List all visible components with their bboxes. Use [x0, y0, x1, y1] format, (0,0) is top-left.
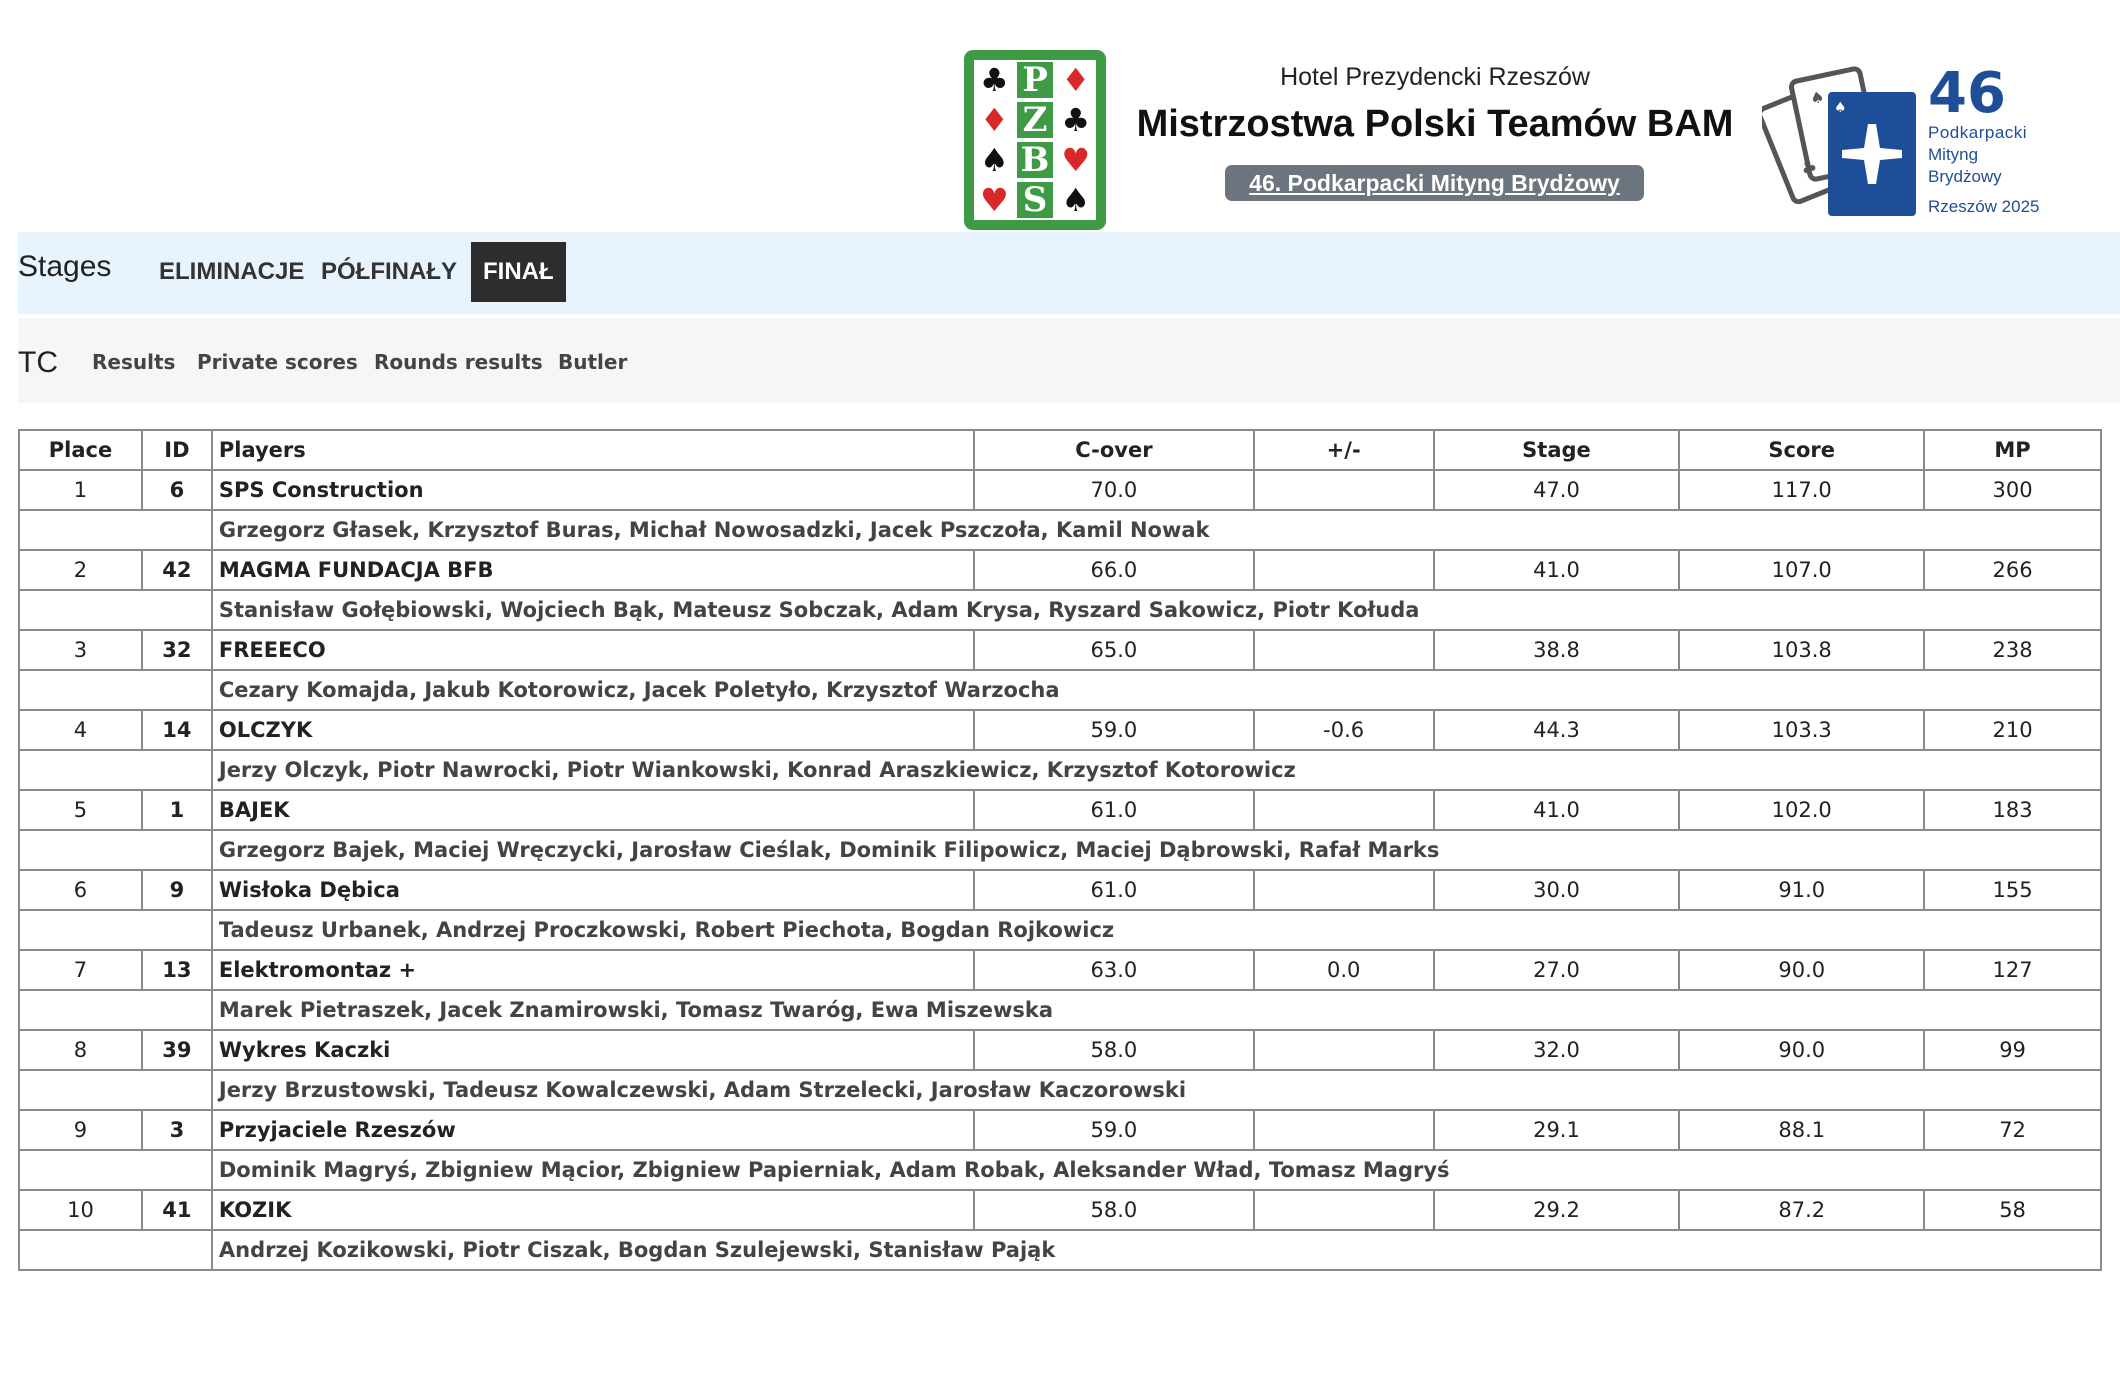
blank-cell	[19, 1150, 212, 1190]
players-list: Marek Pietraszek, Jacek Znamirowski, Tomasz Twaróg, Ewa Miszewska	[212, 990, 2101, 1030]
team-name-link[interactable]: BAJEK	[212, 790, 974, 830]
id-cell: 42	[142, 550, 212, 590]
place-cell: 2	[19, 550, 142, 590]
meet-logo-line1: Podkarpacki	[1928, 123, 2028, 142]
stage-cell: 38.8	[1434, 630, 1680, 670]
player-list-row	[19, 510, 2101, 550]
score-cell: 91.0	[1679, 870, 1924, 910]
score-cell: 103.8	[1679, 630, 1924, 670]
pzbs-letter-p: P	[1017, 62, 1054, 98]
id-cell: 41	[142, 1190, 212, 1230]
score-cell: 103.3	[1679, 710, 1924, 750]
playing-cards-icon	[1762, 68, 1916, 216]
team-name-link[interactable]: MAGMA FUNDACJA BFB	[212, 550, 974, 590]
tab-polfinaly[interactable]: PÓŁFINAŁY	[321, 258, 457, 285]
link-rounds-results[interactable]: Rounds results	[374, 350, 543, 374]
tab-eliminacje[interactable]: ELIMINACJE	[159, 258, 305, 285]
blank-cell	[19, 670, 212, 710]
c-over-cell: 70.0	[974, 470, 1254, 510]
id-cell: 3	[142, 1110, 212, 1150]
heart-icon: ♥	[1057, 142, 1094, 178]
tc-bar	[18, 318, 2120, 403]
player-list-row	[19, 750, 2101, 790]
link-results[interactable]: Results	[92, 350, 176, 374]
table-row	[19, 1030, 2101, 1070]
stage-cell: 27.0	[1434, 950, 1680, 990]
table-row	[19, 950, 2101, 990]
place-cell: 7	[19, 950, 142, 990]
score-cell: 102.0	[1679, 790, 1924, 830]
players-list: Tadeusz Urbanek, Andrzej Proczkowski, Robert Piechota, Bogdan Rojkowicz	[212, 910, 2101, 950]
meet-logo-line2: Mityng	[1928, 145, 1979, 164]
table-row	[19, 550, 2101, 590]
score-cell: 90.0	[1679, 1030, 1924, 1070]
c-over-cell: 58.0	[974, 1030, 1254, 1070]
header-score[interactable]: Score	[1679, 430, 1924, 470]
table-row	[19, 870, 2101, 910]
blank-cell	[19, 830, 212, 870]
players-list: Andrzej Kozikowski, Piotr Ciszak, Bogdan Szulejewski, Stanisław Pająk	[212, 1230, 2101, 1270]
team-name-link[interactable]: OLCZYK	[212, 710, 974, 750]
table-row	[19, 470, 2101, 510]
adjustment-cell	[1254, 870, 1434, 910]
team-name-link[interactable]: KOZIK	[212, 1190, 974, 1230]
header-c-over[interactable]: C-over	[974, 430, 1254, 470]
adjustment-cell: 0.0	[1254, 950, 1434, 990]
spade-icon: ♠	[976, 142, 1013, 178]
c-over-cell: 61.0	[974, 870, 1254, 910]
stage-cell: 29.2	[1434, 1190, 1680, 1230]
id-cell: 9	[142, 870, 212, 910]
player-list-row	[19, 670, 2101, 710]
score-cell: 90.0	[1679, 950, 1924, 990]
pzbs-letter-z: Z	[1017, 102, 1054, 138]
stage-cell: 29.1	[1434, 1110, 1680, 1150]
table-row	[19, 630, 2101, 670]
results-body	[19, 470, 2101, 1270]
svg-text:♠: ♠	[1808, 86, 1827, 109]
place-cell: 6	[19, 870, 142, 910]
svg-text:♠: ♠	[1834, 100, 1847, 116]
header-id[interactable]: ID	[142, 430, 212, 470]
score-cell: 107.0	[1679, 550, 1924, 590]
adjustment-cell	[1254, 470, 1434, 510]
c-over-cell: 63.0	[974, 950, 1254, 990]
pzbs-logo[interactable]	[964, 50, 1106, 230]
link-private-scores[interactable]: Private scores	[197, 350, 358, 374]
mp-cell: 127	[1924, 950, 2101, 990]
mp-cell: 99	[1924, 1030, 2101, 1070]
stage-cell: 41.0	[1434, 790, 1680, 830]
table-header-row	[19, 430, 2101, 470]
place-cell: 4	[19, 710, 142, 750]
blank-cell	[19, 910, 212, 950]
score-cell: 88.1	[1679, 1110, 1924, 1150]
header-place[interactable]: Place	[19, 430, 142, 470]
event-link-button[interactable]: 46. Podkarpacki Mityng Brydżowy	[1225, 165, 1644, 201]
adjustment-cell	[1254, 1110, 1434, 1150]
place-cell: 10	[19, 1190, 142, 1230]
id-cell: 14	[142, 710, 212, 750]
blank-cell	[19, 590, 212, 630]
adjustment-cell	[1254, 550, 1434, 590]
c-over-cell: 66.0	[974, 550, 1254, 590]
team-name-link[interactable]: Przyjaciele Rzeszów	[212, 1110, 974, 1150]
stage-cell: 41.0	[1434, 550, 1680, 590]
meet-logo-number: 46	[1928, 61, 2006, 126]
diamond-icon: ♦	[1057, 62, 1094, 98]
pzbs-letter-b: B	[1017, 142, 1054, 178]
place-cell: 8	[19, 1030, 142, 1070]
stage-cell: 44.3	[1434, 710, 1680, 750]
blank-cell	[19, 510, 212, 550]
club-icon: ♣	[1057, 102, 1094, 138]
table-row	[19, 790, 2101, 830]
id-cell: 13	[142, 950, 212, 990]
mp-cell: 58	[1924, 1190, 2101, 1230]
players-list: Cezary Komajda, Jakub Kotorowicz, Jacek Poletyło, Krzysztof Warzocha	[212, 670, 2101, 710]
c-over-cell: 61.0	[974, 790, 1254, 830]
table-row	[19, 710, 2101, 750]
players-list: Stanisław Gołębiowski, Wojciech Bąk, Mateusz Sobczak, Adam Krysa, Ryszard Sakowicz, Piotr Kołuda	[212, 590, 2101, 630]
page-header	[0, 0, 2120, 232]
stage-cell: 30.0	[1434, 870, 1680, 910]
tab-final[interactable]: FINAŁ	[471, 242, 566, 302]
stages-label: Stages	[18, 250, 112, 283]
diamond-icon: ♦	[976, 102, 1013, 138]
stages-bar	[18, 232, 2120, 314]
mp-cell: 155	[1924, 870, 2101, 910]
meet-logo[interactable]	[1762, 60, 2042, 222]
pzbs-logo-grid	[974, 60, 1096, 220]
mp-cell: 238	[1924, 630, 2101, 670]
adjustment-cell	[1254, 630, 1434, 670]
blank-cell	[19, 990, 212, 1030]
adjustment-cell	[1254, 790, 1434, 830]
header-adjustment[interactable]: +/-	[1254, 430, 1434, 470]
adjustment-cell	[1254, 1030, 1434, 1070]
id-cell: 32	[142, 630, 212, 670]
player-list-row	[19, 910, 2101, 950]
player-list-row	[19, 1070, 2101, 1110]
header-stage[interactable]: Stage	[1434, 430, 1680, 470]
c-over-cell: 59.0	[974, 1110, 1254, 1150]
place-cell: 1	[19, 470, 142, 510]
stage-cell: 47.0	[1434, 470, 1680, 510]
header-mp[interactable]: MP	[1924, 430, 2101, 470]
table-row	[19, 1110, 2101, 1150]
id-cell: 1	[142, 790, 212, 830]
blank-cell	[19, 750, 212, 790]
adjustment-cell: -0.6	[1254, 710, 1434, 750]
table-row	[19, 1190, 2101, 1230]
pzbs-letter-s: S	[1017, 182, 1054, 218]
players-list: Jerzy Brzustowski, Tadeusz Kowalczewski, Adam Strzelecki, Jarosław Kaczorowski	[212, 1070, 2101, 1110]
tc-label: TC	[18, 346, 58, 379]
mp-cell: 266	[1924, 550, 2101, 590]
team-name-link[interactable]: Wisłoka Dębica	[212, 870, 974, 910]
meet-logo-line4: Rzeszów 2025	[1928, 197, 2040, 216]
mp-cell: 183	[1924, 790, 2101, 830]
club-icon: ♣	[976, 62, 1013, 98]
players-list: Dominik Magryś, Zbigniew Mącior, Zbigniew Papierniak, Adam Robak, Aleksander Wład, Tomasz Magryś	[212, 1150, 2101, 1190]
place-cell: 3	[19, 630, 142, 670]
c-over-cell: 65.0	[974, 630, 1254, 670]
id-cell: 6	[142, 470, 212, 510]
team-name-link[interactable]: Wykres Kaczki	[212, 1030, 974, 1070]
stage-cell: 32.0	[1434, 1030, 1680, 1070]
adjustment-cell	[1254, 1190, 1434, 1230]
mp-cell: 72	[1924, 1110, 2101, 1150]
heart-icon: ♥	[976, 182, 1013, 218]
team-name-link[interactable]: Elektromontaz +	[212, 950, 974, 990]
spade-icon: ♠	[1057, 182, 1094, 218]
player-list-row	[19, 590, 2101, 630]
players-list: Grzegorz Głasek, Krzysztof Buras, Michał Nowosadzki, Jacek Pszczoła, Kamil Nowak	[212, 510, 2101, 550]
blank-cell	[19, 1070, 212, 1110]
meet-logo-line3: Brydżowy	[1928, 167, 2002, 186]
c-over-cell: 59.0	[974, 710, 1254, 750]
score-cell: 117.0	[1679, 470, 1924, 510]
header-players[interactable]: Players	[212, 430, 974, 470]
player-list-row	[19, 830, 2101, 870]
id-cell: 39	[142, 1030, 212, 1070]
player-list-row	[19, 990, 2101, 1030]
page-title: Mistrzostwa Polski Teamów BAM	[1136, 103, 1734, 145]
place-cell: 5	[19, 790, 142, 830]
players-list: Grzegorz Bajek, Maciej Wręczycki, Jarosław Cieślak, Dominik Filipowicz, Maciej Dąbrowski, Rafał Marks	[212, 830, 2101, 870]
results-table	[18, 429, 2102, 1271]
player-list-row	[19, 1230, 2101, 1270]
venue-name: Hotel Prezydencki Rzeszów	[1280, 63, 1590, 91]
player-list-row	[19, 1150, 2101, 1190]
players-list: Jerzy Olczyk, Piotr Nawrocki, Piotr Wiankowski, Konrad Araszkiewicz, Krzysztof Kotorowicz	[212, 750, 2101, 790]
team-name-link[interactable]: FREEECO	[212, 630, 974, 670]
mp-cell: 210	[1924, 710, 2101, 750]
mp-cell: 300	[1924, 470, 2101, 510]
place-cell: 9	[19, 1110, 142, 1150]
svg-text:♣: ♣	[1797, 155, 1821, 181]
c-over-cell: 58.0	[974, 1190, 1254, 1230]
score-cell: 87.2	[1679, 1190, 1924, 1230]
team-name-link[interactable]: SPS Construction	[212, 470, 974, 510]
link-butler[interactable]: Butler	[558, 350, 628, 374]
blank-cell	[19, 1230, 212, 1270]
